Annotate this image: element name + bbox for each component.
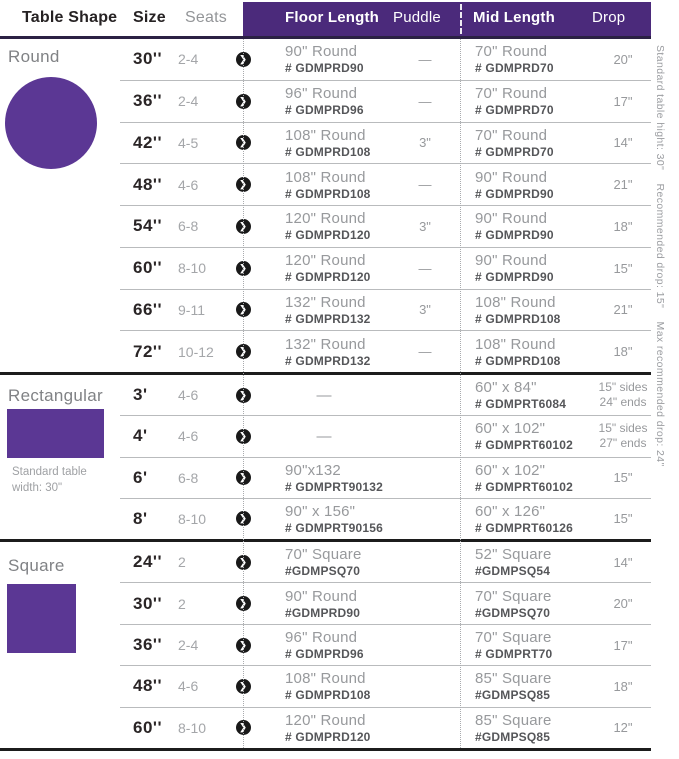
floor-length-sku: # GDMPRD132 <box>285 353 371 368</box>
drop-cell: 15" <box>613 511 633 527</box>
mid-length-sku: #GDMPSQ85 <box>475 688 551 703</box>
table-row <box>120 205 651 247</box>
mid-length-value: 90" Round <box>475 210 548 228</box>
table-bottom-border <box>0 748 651 751</box>
mid-length-value: 60" x 102" <box>475 461 546 479</box>
puddle-value: — <box>418 51 432 67</box>
drop-cell: 21" <box>613 177 633 193</box>
table-row <box>120 289 651 331</box>
round-rows <box>120 39 651 372</box>
table-row <box>120 707 651 748</box>
header-floor-length: Floor Length <box>285 9 380 26</box>
floor-length-value: 132" Round <box>285 335 366 353</box>
mid-length-value: 60" x 84" <box>475 379 537 397</box>
mid-length-sku: #GDMPSQ70 <box>475 605 551 620</box>
floor-length-value: 90"x132 <box>285 461 341 479</box>
header-size: Size <box>133 9 166 26</box>
rectangular-caption <box>12 465 87 496</box>
mid-length-value: 108" Round <box>475 335 556 353</box>
floor-length-value: 96" Round <box>285 629 358 647</box>
size-value: 60'' <box>133 258 162 278</box>
mid-length-sku: # GDMPRD108 <box>475 311 561 326</box>
side-note-vertical: Standard table hight: 30" Recommended drop: 15" Max recommended drop: 24" <box>654 45 666 467</box>
chevron-right-icon: ❯ <box>236 94 251 109</box>
floor-length-sku: # GDMPRD108 <box>285 186 371 201</box>
floor-length-value: 108" Round <box>285 670 366 688</box>
round-label: Round <box>8 47 60 66</box>
puddle-value: — <box>418 260 432 276</box>
size-value: 60'' <box>133 717 162 737</box>
chevron-right-icon: ❯ <box>236 302 251 317</box>
drop-cell: 20" <box>613 51 633 67</box>
rectangular-caption-line1: Standard table <box>12 466 87 478</box>
floor-length-sku: #GDMPRD90 <box>285 605 361 620</box>
size-value: 30'' <box>133 49 162 69</box>
floor-length-cell <box>258 127 390 159</box>
chevron-right-icon: ❯ <box>236 470 251 485</box>
size-value: 3' <box>133 385 148 405</box>
floor-length-sku: # GDMPRT90132 <box>285 479 383 494</box>
mid-length-value: 70" Round <box>475 43 548 61</box>
seats-value: 2 <box>178 595 186 612</box>
mid-length-cell <box>460 252 595 284</box>
round-shape-cell <box>0 39 120 372</box>
chevron-right-icon: ❯ <box>236 555 251 570</box>
puddle-value: 3" <box>419 302 431 318</box>
floor-length-value: 132" Round <box>285 293 366 311</box>
table-row <box>120 665 651 706</box>
mid-length-sku: # GDMPRD90 <box>475 270 554 285</box>
table-row <box>120 163 651 205</box>
mid-length-sku: # GDMPRT6084 <box>475 397 567 412</box>
mid-length-value: 108" Round <box>475 293 556 311</box>
section-rectangular <box>0 375 651 539</box>
chevron-right-icon: ❯ <box>236 135 251 150</box>
mid-length-sku: # GDMPRD108 <box>475 353 561 368</box>
floor-length-value: 70" Square <box>285 546 362 564</box>
size-value: 6' <box>133 467 148 487</box>
drop-value: 15" sides <box>598 420 648 435</box>
mid-length-value: 90" Round <box>475 252 548 270</box>
chevron-right-icon: ❯ <box>236 344 251 359</box>
seats-value: 4-6 <box>178 387 199 404</box>
header-mid-length: Mid Length <box>473 9 555 26</box>
drop-cell: 14" <box>613 554 633 570</box>
table-row <box>120 247 651 289</box>
puddle-value: 3" <box>419 135 431 151</box>
mid-length-sku: # GDMPRD90 <box>475 228 554 243</box>
floor-length-sku: # GDMPRD90 <box>285 61 364 76</box>
floor-length-cell <box>258 503 390 535</box>
table-row <box>120 122 651 164</box>
size-value: 30'' <box>133 593 162 613</box>
size-value: 4' <box>133 426 148 446</box>
chevron-right-icon: ❯ <box>236 429 251 444</box>
drop-value: 15" sides <box>598 379 648 394</box>
drop-value-2: 27" ends <box>599 436 647 451</box>
header-divider-dashed <box>460 4 462 34</box>
seats-value: 4-6 <box>178 678 199 695</box>
mid-length-cell <box>460 503 595 535</box>
mid-length-value: 70" Square <box>475 629 552 647</box>
table-row <box>120 542 651 582</box>
header-purple-band <box>243 2 651 36</box>
mid-length-sku: # GDMPRT60102 <box>475 479 573 494</box>
size-value: 48'' <box>133 676 162 696</box>
header-seats: Seats <box>185 9 227 26</box>
mid-length-value: 85" Square <box>475 670 552 688</box>
floor-length-cell <box>258 546 390 578</box>
mid-length-value: 70" Round <box>475 85 548 103</box>
rectangular-shape-cell <box>0 375 120 539</box>
floor-length-value: 90" Round <box>285 43 358 61</box>
floor-length-value: 96" Round <box>285 85 358 103</box>
mid-length-cell <box>460 712 595 744</box>
floor-length-sku: # GDMPRT90156 <box>285 520 383 535</box>
table-row <box>120 457 651 498</box>
table-row <box>120 624 651 665</box>
seats-value: 4-6 <box>178 428 199 445</box>
mid-length-sku: # GDMPRD90 <box>475 186 554 201</box>
drop-cell: 12" <box>613 720 633 736</box>
floor-length-cell <box>258 169 390 201</box>
drop-cell <box>595 421 651 452</box>
floor-length-cell <box>258 629 390 661</box>
square-label: Square <box>8 556 65 575</box>
dotted-line-mid <box>460 39 461 748</box>
mid-length-cell <box>460 462 595 494</box>
floor-length-cell <box>258 712 390 744</box>
size-value: 66'' <box>133 299 162 319</box>
floor-length-value: 120" Round <box>285 252 366 270</box>
drop-cell: 17" <box>613 637 633 653</box>
floor-length-sku: # GDMPRD120 <box>285 729 371 744</box>
table-row <box>120 330 651 372</box>
mid-length-cell <box>460 210 595 242</box>
chevron-right-icon: ❯ <box>236 177 251 192</box>
floor-length-sku: # GDMPRD96 <box>285 103 364 118</box>
chevron-right-icon: ❯ <box>236 679 251 694</box>
floor-length-cell <box>258 252 390 284</box>
chevron-right-icon: ❯ <box>236 511 251 526</box>
size-value: 24'' <box>133 552 162 572</box>
rectangular-rows <box>120 375 651 539</box>
mid-length-cell <box>460 85 595 117</box>
floor-length-cell <box>258 670 390 702</box>
floor-length-cell <box>258 462 390 494</box>
puddle-value: — <box>418 93 432 109</box>
header-table-shape: Table Shape <box>22 9 118 26</box>
header-drop: Drop <box>592 9 626 26</box>
floor-length-value: 120" Round <box>285 711 366 729</box>
mid-length-cell <box>460 588 595 620</box>
floor-length-value: 108" Round <box>285 168 366 186</box>
dotted-line-arrows <box>243 39 244 748</box>
rectangle-icon <box>7 409 104 458</box>
floor-length-sku: #GDMPSQ70 <box>285 564 361 579</box>
drop-cell: 17" <box>613 93 633 109</box>
drop-cell: 15" <box>613 260 633 276</box>
mid-length-value: 60" x 102" <box>475 420 546 438</box>
seats-value: 4-5 <box>178 134 199 151</box>
mid-length-cell <box>460 546 595 578</box>
puddle-value: — <box>418 344 432 360</box>
seats-value: 10-12 <box>178 343 214 360</box>
seats-value: 9-11 <box>178 301 205 318</box>
floor-length-cell <box>258 43 390 75</box>
mid-length-sku: # GDMPRD70 <box>475 103 554 118</box>
size-value: 72'' <box>133 341 162 361</box>
chevron-right-icon: ❯ <box>236 52 251 67</box>
size-value: 36'' <box>133 635 162 655</box>
floor-length-value: 90" Round <box>285 587 358 605</box>
chevron-right-icon: ❯ <box>236 596 251 611</box>
floor-length-value: 90" x 156" <box>285 502 356 520</box>
mid-length-cell <box>460 629 595 661</box>
mid-length-cell <box>460 169 595 201</box>
mid-length-value: 85" Square <box>475 711 552 729</box>
mid-length-value: 70" Round <box>475 126 548 144</box>
floor-length-sku: # GDMPRD132 <box>285 311 371 326</box>
size-value: 8' <box>133 508 148 528</box>
mid-length-cell <box>460 420 595 452</box>
header-puddle: Puddle <box>393 9 441 26</box>
seats-value: 2-4 <box>178 637 199 654</box>
section-round <box>0 39 651 372</box>
round-circle-icon <box>5 77 97 169</box>
chevron-right-icon: ❯ <box>236 261 251 276</box>
table-row <box>120 415 651 456</box>
table-row <box>120 582 651 623</box>
mid-length-cell <box>460 336 595 368</box>
floor-length-cell <box>258 210 390 242</box>
square-shape-cell <box>0 542 120 748</box>
mid-length-value: 60" x 126" <box>475 502 546 520</box>
mid-length-sku: #GDMPSQ85 <box>475 729 551 744</box>
drop-cell: 18" <box>613 344 633 360</box>
puddle-value: — <box>418 177 432 193</box>
floor-length-sku: # GDMPRD120 <box>285 228 371 243</box>
seats-value: 2-4 <box>178 51 199 68</box>
seats-value: 4-6 <box>178 176 199 193</box>
section-square <box>0 542 651 748</box>
drop-cell: 14" <box>613 135 633 151</box>
square-rows <box>120 542 651 748</box>
mid-length-cell <box>460 43 595 75</box>
rectangular-caption-line2: width: 30" <box>12 481 63 494</box>
drop-cell: 15" <box>613 470 633 486</box>
rectangular-label: Rectangular <box>8 386 103 405</box>
drop-cell: 20" <box>613 596 633 612</box>
chevron-right-icon: ❯ <box>236 219 251 234</box>
chevron-right-icon: ❯ <box>236 638 251 653</box>
floor-length-value: 108" Round <box>285 126 366 144</box>
size-value: 36'' <box>133 91 162 111</box>
size-value: 48'' <box>133 174 162 194</box>
mid-length-cell <box>460 670 595 702</box>
seats-value: 8-10 <box>178 719 207 736</box>
floor-length-cell <box>258 294 390 326</box>
mid-length-value: 52" Square <box>475 546 552 564</box>
floor-length-cell <box>258 588 390 620</box>
seats-value: 2-4 <box>178 93 199 110</box>
square-icon <box>7 584 76 653</box>
chevron-right-icon: ❯ <box>236 388 251 403</box>
chevron-right-icon: ❯ <box>236 720 251 735</box>
table-row <box>120 498 651 539</box>
mid-length-cell <box>460 294 595 326</box>
mid-length-cell <box>460 379 595 411</box>
drop-cell: 18" <box>613 678 633 694</box>
seats-value: 6-8 <box>178 218 199 235</box>
floor-length-sku: # GDMPRD120 <box>285 270 371 285</box>
floor-length-sku: # GDMPRD108 <box>285 688 371 703</box>
drop-cell <box>595 380 651 411</box>
floor-length-cell: — <box>316 386 332 404</box>
table-header <box>0 0 651 39</box>
mid-length-sku: # GDMPRT60102 <box>475 438 573 453</box>
floor-length-value: 120" Round <box>285 210 366 228</box>
mid-length-value: 70" Square <box>475 587 552 605</box>
floor-length-cell <box>258 85 390 117</box>
table-row <box>120 39 651 80</box>
seats-value: 8-10 <box>178 510 207 527</box>
mid-length-sku: # GDMPRT70 <box>475 647 553 662</box>
drop-value-2: 24" ends <box>599 395 647 410</box>
mid-length-sku: # GDMPRT60126 <box>475 520 573 535</box>
floor-length-cell: — <box>316 427 332 445</box>
puddle-value: 3" <box>419 218 431 234</box>
drop-cell: 18" <box>613 218 633 234</box>
drop-cell: 21" <box>613 302 633 318</box>
size-value: 42'' <box>133 132 162 152</box>
floor-length-sku: # GDMPRD108 <box>285 144 371 159</box>
seats-value: 8-10 <box>178 260 207 277</box>
mid-length-value: 90" Round <box>475 168 548 186</box>
seats-value: 2 <box>178 554 186 571</box>
mid-length-cell <box>460 127 595 159</box>
seats-value: 6-8 <box>178 469 199 486</box>
mid-length-sku: # GDMPRD70 <box>475 61 554 76</box>
size-value: 54'' <box>133 216 162 236</box>
table-row <box>120 375 651 415</box>
mid-length-sku: # GDMPRD70 <box>475 144 554 159</box>
table-row <box>120 80 651 122</box>
mid-length-sku: #GDMPSQ54 <box>475 564 551 579</box>
floor-length-cell <box>258 336 390 368</box>
floor-length-sku: # GDMPRD96 <box>285 647 364 662</box>
